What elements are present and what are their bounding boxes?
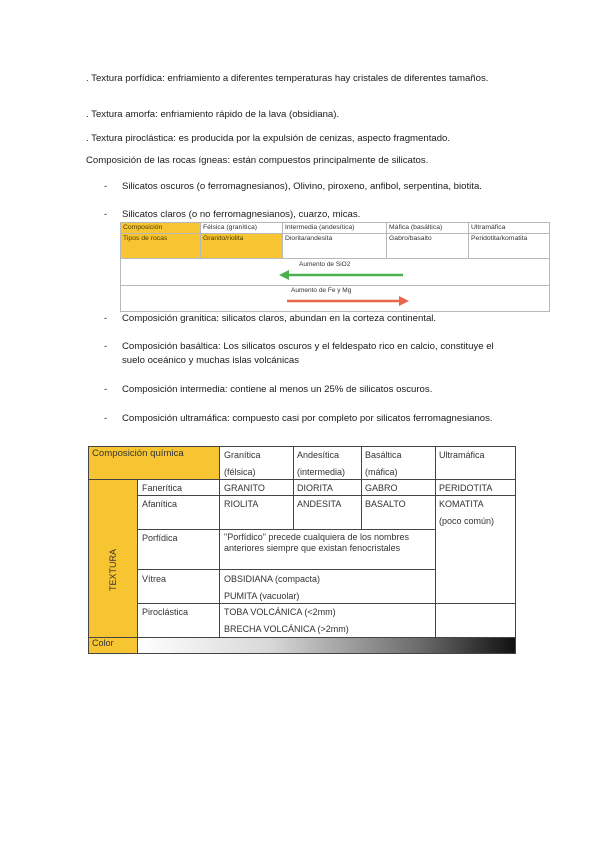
table-cell: Ultramáfica bbox=[471, 224, 506, 231]
left-arrow-icon bbox=[121, 259, 549, 285]
komatita-note: (poco común) bbox=[439, 515, 495, 526]
grid-line bbox=[137, 479, 138, 653]
bullet-dash: - bbox=[104, 413, 108, 424]
bullet-text: Silicatos claros (o no ferromagnesianos), cuarzo, micas. bbox=[122, 209, 361, 220]
row-label-afanitica: Afanítica bbox=[142, 499, 178, 509]
table-cell: Máfica (basáltica) bbox=[387, 223, 469, 233]
grid-line bbox=[137, 529, 435, 530]
cell-komatita bbox=[436, 498, 514, 528]
textura-vertical-label: TEXTURA bbox=[108, 549, 118, 592]
cell-obsidiana: OBSIDIANA (compacta) bbox=[224, 574, 321, 584]
arrow-label-fe-mg: Aumento de Fe y Mg bbox=[291, 287, 352, 294]
header-granitica bbox=[221, 449, 293, 479]
bullet-text: Composición granitica: silicatos claros, abundan en la corteza continental. bbox=[122, 313, 437, 324]
bullet-text: Composición basáltica: Los silicatos oscuros y el feldespato rico en calcio, constituye el suelo oceánico y muchas islas volcánicas bbox=[122, 341, 494, 366]
grid-line bbox=[137, 495, 515, 496]
header-ultramafica: Ultramáfica bbox=[439, 450, 485, 460]
table-row bbox=[121, 234, 549, 259]
table-cell: Félsica (granítica) bbox=[201, 223, 283, 233]
bullet-text: Composición intermedia: contiene al menos un 25% de silicatos oscuros. bbox=[122, 384, 433, 395]
cell-pumita: PUMITA (vacuolar) bbox=[224, 591, 300, 601]
row-label-porfidica: Porfídica bbox=[142, 533, 178, 543]
table-cell: Intermedia (andesítica) bbox=[283, 223, 387, 233]
bullet-dash: - bbox=[104, 384, 108, 395]
grid-line bbox=[219, 447, 220, 637]
header-title: Granítica bbox=[224, 450, 261, 460]
bullet-text: Silicatos oscuros (o ferromagnesianos), Olivino, piroxeno, anfibol, serpentina, biotita. bbox=[122, 181, 482, 192]
cell-peridotita: PERIDOTITA bbox=[439, 483, 493, 493]
right-arrow-icon bbox=[121, 285, 549, 311]
paragraph-textura-porfidica: . Textura porfídica: enfriamiento a diferentes temperaturas hay cristales de diferentes tamaños. bbox=[86, 73, 489, 84]
komatita-name: KOMATITA bbox=[439, 499, 484, 509]
bullet-dash: - bbox=[104, 181, 108, 192]
cell-basalto: BASALTO bbox=[365, 499, 406, 509]
arrow-label-sio2: Aumento de SiO2 bbox=[299, 261, 351, 268]
header-title: Andesítica bbox=[297, 450, 340, 460]
paragraph-textura-amorfa: . Textura amorfa: enfriamiento rápido de la lava (obsidiana). bbox=[86, 109, 340, 120]
table-cell: Gabro/basalto bbox=[387, 234, 469, 258]
cell-diorita: DIORITA bbox=[297, 483, 333, 493]
cell-brecha: BRECHA VOLCÁNICA (>2mm) bbox=[224, 624, 349, 634]
grid-line bbox=[89, 479, 515, 480]
color-gradient-bar bbox=[138, 638, 515, 653]
cell-gabro: GABRO bbox=[365, 483, 398, 493]
header-title: Basáltica bbox=[365, 450, 402, 460]
cell-riolita: RIOLITA bbox=[224, 499, 259, 509]
color-label-cell: Color bbox=[89, 637, 137, 653]
header-basaltica bbox=[362, 449, 435, 479]
cell-porfidico-note: "Porfídico" precede cualquiera de los nombres anteriores siempre que existan fenocristales bbox=[224, 532, 409, 553]
arrow-row-sio2 bbox=[121, 259, 549, 286]
table-cell: Peridotita/komatita bbox=[471, 235, 528, 242]
table-cell: Composición bbox=[121, 223, 201, 233]
composition-header-cell: Composición química bbox=[89, 447, 219, 479]
row-label-piroclastica: Piroclástica bbox=[142, 607, 189, 617]
cell-toba: TOBA VOLCÁNICA (<2mm) bbox=[224, 607, 336, 617]
paragraph-textura-piroclastica: . Textura piroclástica: es producida por la expulsión de cenizas, aspecto fragmentado. bbox=[86, 133, 451, 144]
cell-andesita: ANDESITA bbox=[297, 499, 342, 509]
arrow-row-fe-mg bbox=[121, 285, 549, 311]
header-andesitica bbox=[294, 449, 362, 479]
table-cell: Tipos de rocas bbox=[121, 234, 201, 258]
table-cell: Granito/riolita bbox=[201, 234, 283, 258]
bullet-dash: - bbox=[104, 209, 108, 220]
composition-table-small bbox=[120, 222, 550, 312]
bullet-text: Composición ultramáfica: compuesto casi por completo por silicatos ferromagnesianos. bbox=[122, 413, 493, 424]
paragraph-composicion: Composición de las rocas ígneas: están compuestos principalmente de silicatos. bbox=[86, 155, 429, 166]
table-header-row bbox=[121, 223, 549, 234]
header-subtitle: (máfica) bbox=[365, 466, 398, 477]
igneous-rock-classification-table bbox=[88, 446, 516, 654]
row-label-vitrea: Vítrea bbox=[142, 574, 167, 584]
grid-line bbox=[137, 569, 435, 570]
bullet-dash: - bbox=[104, 341, 108, 352]
row-label-faneritica: Fanerítica bbox=[142, 483, 183, 493]
cell-granito: GRANITO bbox=[224, 483, 265, 493]
bullet-dash: - bbox=[104, 313, 108, 324]
textura-vertical-label-wrap bbox=[99, 543, 129, 603]
table-cell: Diorita/andesita bbox=[283, 234, 387, 258]
grid-line bbox=[137, 603, 515, 604]
header-subtitle: (félsica) bbox=[224, 466, 256, 477]
header-subtitle: (intermedia) bbox=[297, 466, 346, 477]
